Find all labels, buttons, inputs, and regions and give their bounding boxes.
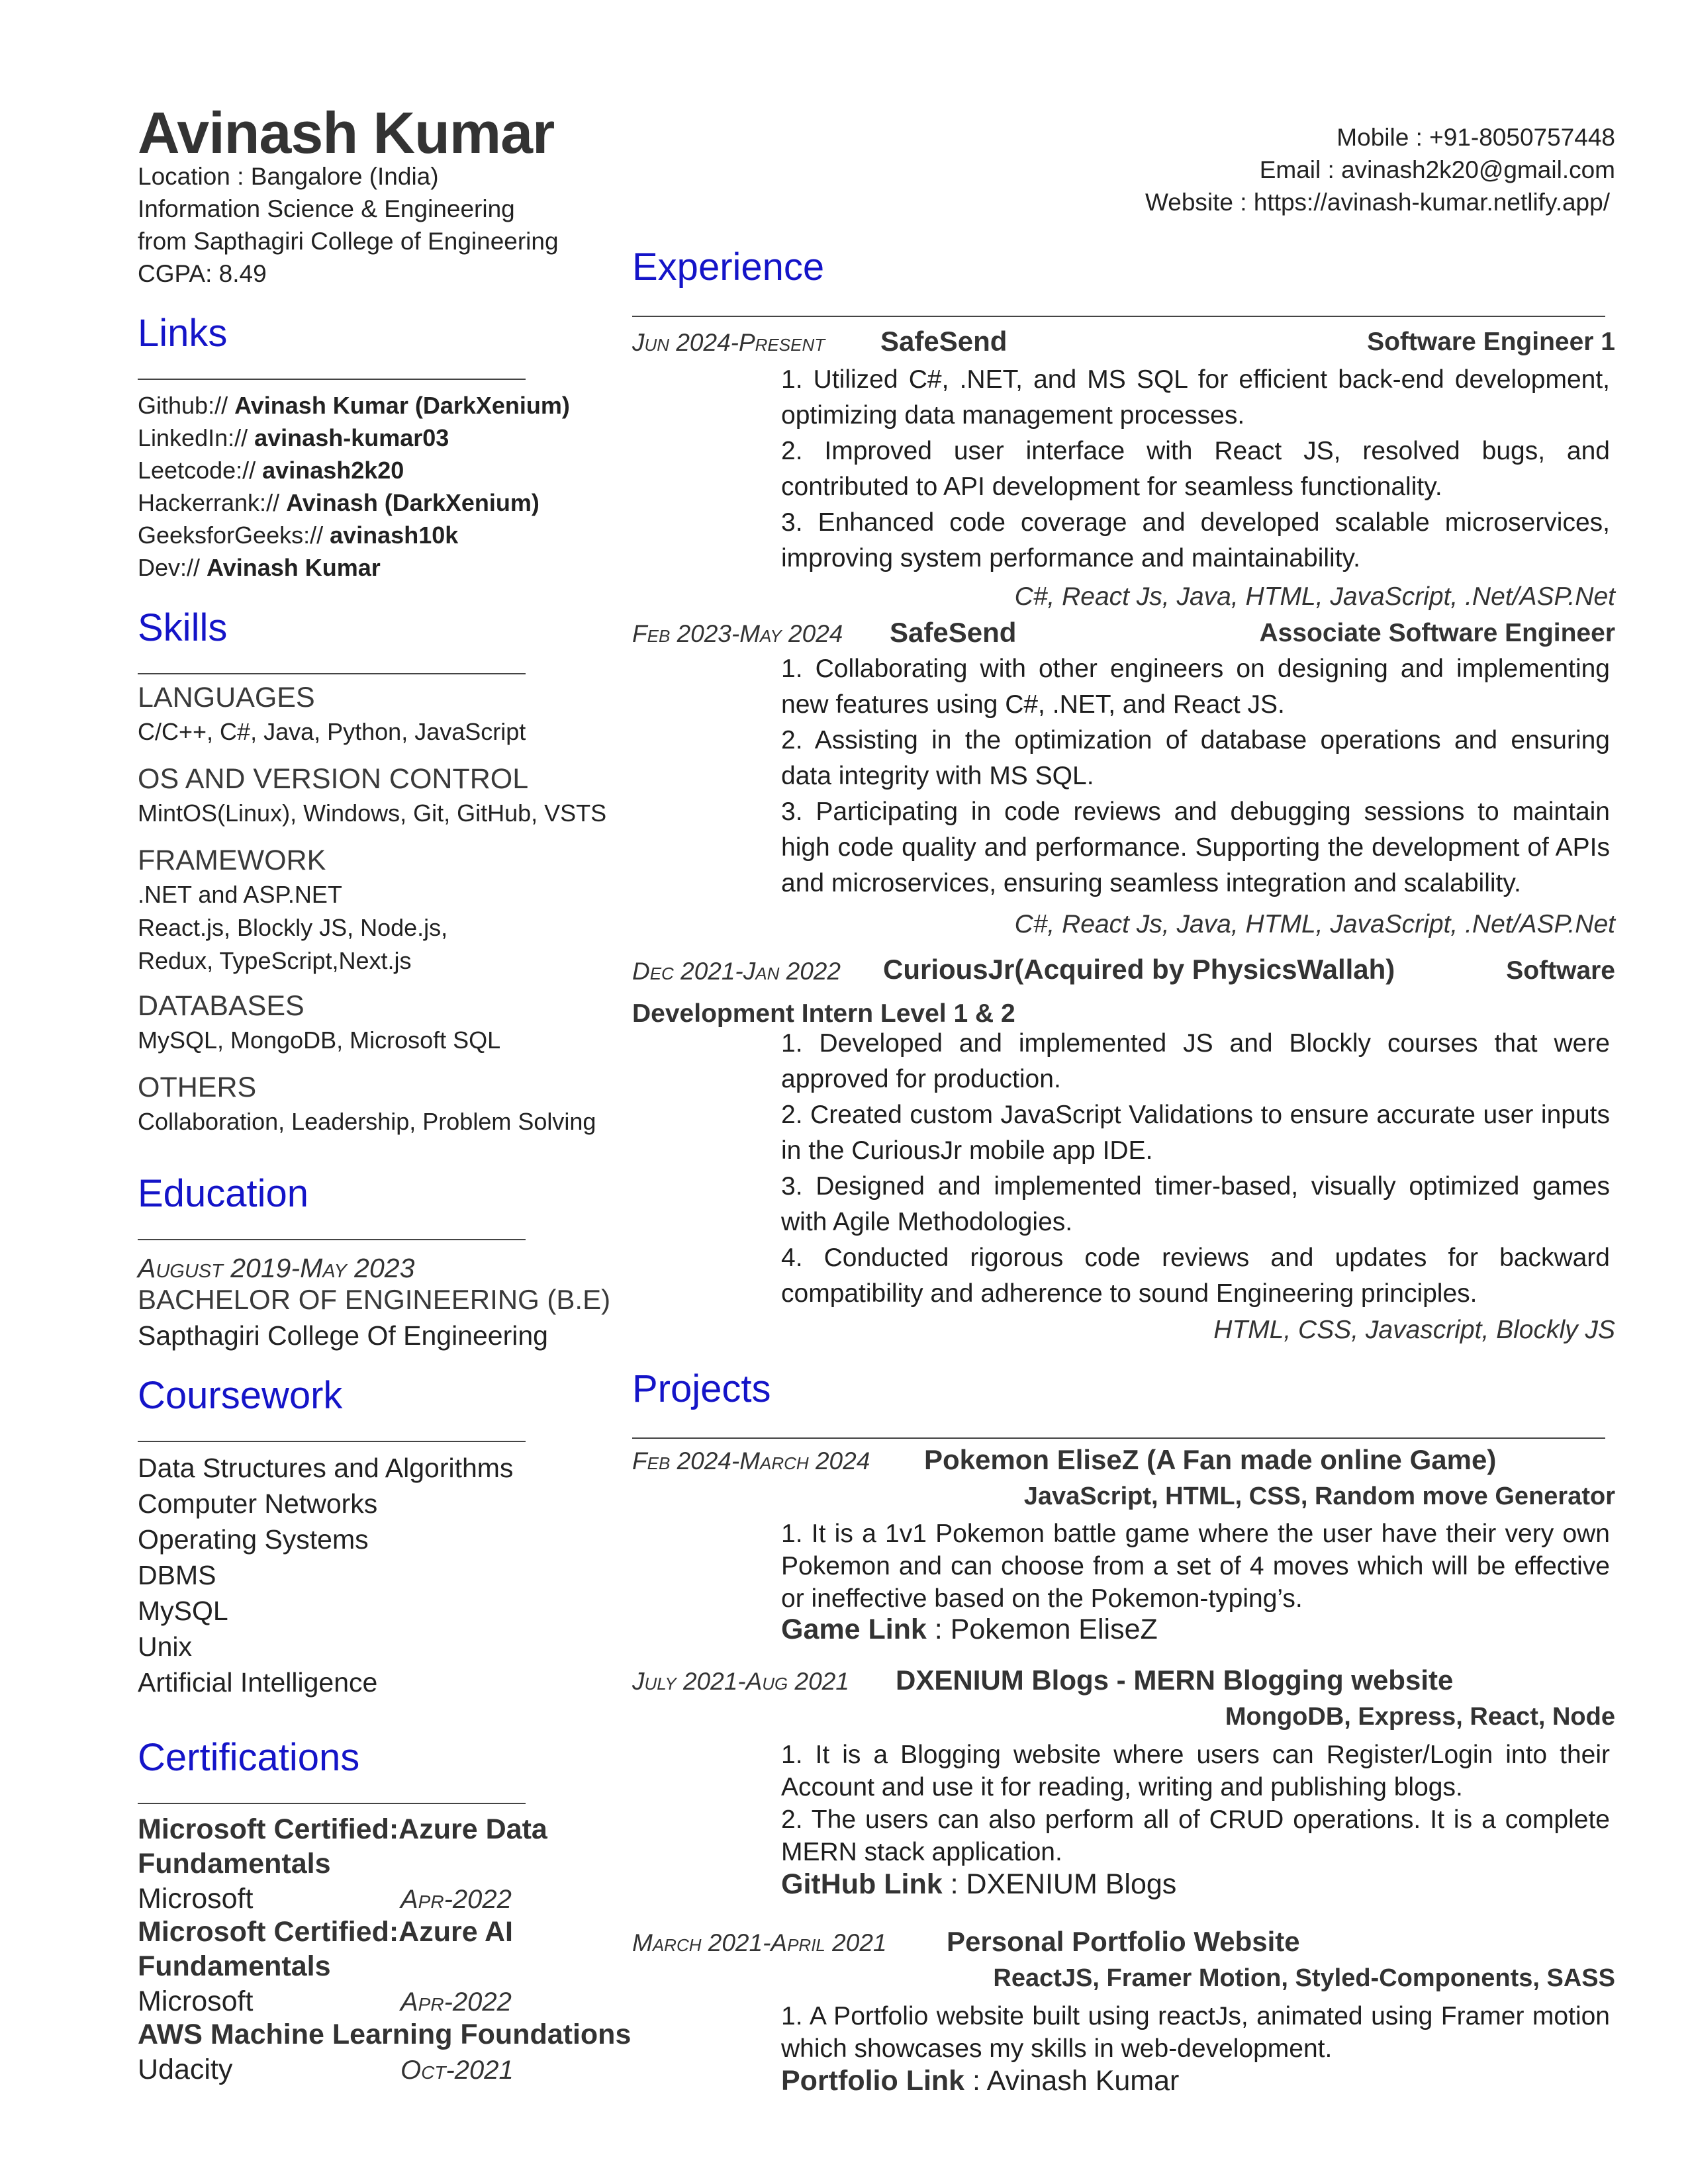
degree-line: Information Science & Engineering	[138, 195, 515, 222]
candidate-name: Avinash Kumar	[138, 100, 555, 165]
job-bullet: 1. Collaborating with other engineers on designing and implementing new features using C#, .NET, and React JS.	[781, 655, 1610, 719]
project-tech: ReactJS, Framer Motion, Styled-Components, SASS	[993, 1964, 1615, 1992]
education-school: Sapthagiri College Of Engineering	[138, 1320, 548, 1351]
skill-category: DATABASES	[138, 990, 305, 1022]
cert-date: Apr-2022	[400, 1885, 512, 1914]
skill-line: C/C++, C#, Java, Python, JavaScript	[138, 718, 526, 745]
certifications-rule	[138, 1803, 526, 1804]
links-rule	[138, 379, 526, 380]
cert-issuer: Udacity	[138, 2054, 233, 2085]
skill-line: Collaboration, Leadership, Problem Solving	[138, 1108, 596, 1135]
education-degree: BACHELOR OF ENGINEERING (B.E)	[138, 1284, 611, 1315]
project-bullet: 1. It is a 1v1 Pokemon battle game where the user have their very own Pokemon and can choose from a set of 4 moves which will be effective or ineffective based on the Pokemon-typing’s.	[781, 1520, 1610, 1613]
job-bullet: 3. Participating in code reviews and debugging sessions to maintain high code quality and performance. Supporting the development of APIs and microservices, ensuring seamless integration and scalability.	[781, 797, 1610, 897]
links-heading: Links	[138, 312, 228, 355]
experience-heading: Experience	[632, 246, 825, 289]
projects-rule	[632, 1437, 1605, 1439]
job-role: Software	[1506, 956, 1615, 985]
cert-name: Microsoft Certified:Azure Data	[138, 1813, 547, 1845]
project-name: Pokemon EliseZ (A Fan made online Game)	[924, 1444, 1497, 1475]
skill-category: LANGUAGES	[138, 682, 315, 713]
link-dev[interactable]: Dev:// Avinash Kumar	[138, 554, 381, 581]
project-name: Personal Portfolio Website	[947, 1926, 1300, 1957]
project-tech: JavaScript, HTML, CSS, Random move Generator	[1023, 1482, 1615, 1510]
skills-heading: Skills	[138, 606, 228, 649]
course-item: Operating Systems	[138, 1524, 369, 1555]
course-item: Unix	[138, 1631, 193, 1662]
project-bullet: 1. A Portfolio website built using reactJs, animated using Framer motion which showcases my skills in web-development.	[781, 2002, 1610, 2063]
cert-date: Oct-2021	[400, 2056, 514, 2085]
cert-issuer: Microsoft	[138, 1985, 254, 2017]
skills-rule	[138, 673, 526, 674]
project-bullet: 2. The users can also perform all of CRUD operations. It is a complete MERN stack application.	[781, 1805, 1610, 1866]
project-link[interactable]: Portfolio Link : Avinash Kumar	[781, 2065, 1180, 2097]
job-role: Associate Software Engineer	[1259, 619, 1615, 647]
job-bullet: 4. Conducted rigorous code reviews and updates for backward compatibility and adherence to sound Engineering principles.	[781, 1244, 1610, 1308]
skill-category: OTHERS	[138, 1071, 257, 1103]
skill-line: MintOS(Linux), Windows, Git, GitHub, VSTS	[138, 799, 607, 827]
link-github[interactable]: Github:// Avinash Kumar (DarkXenium)	[138, 392, 570, 419]
link-linkedin[interactable]: LinkedIn:// avinash-kumar03	[138, 424, 449, 451]
job-role: Software Engineer 1	[1367, 328, 1615, 356]
course-item: MySQL	[138, 1596, 228, 1626]
job-bullet: 2. Assisting in the optimization of database operations and ensuring data integrity with MS SQL.	[781, 726, 1610, 790]
project-dates: March 2021-April 2021	[632, 1929, 887, 1956]
projects-heading: Projects	[632, 1367, 771, 1410]
mobile: Mobile : +91-8050757448	[1336, 124, 1615, 151]
coursework-rule	[138, 1441, 526, 1442]
education-heading: Education	[138, 1172, 308, 1215]
skill-line: React.js, Blockly JS, Node.js,	[138, 914, 448, 941]
website[interactable]: Website : https://avinash-kumar.netlify.app/	[1145, 189, 1610, 216]
project-dates: July 2021-Aug 2021	[632, 1668, 849, 1695]
job-role-cont: Development Intern Level 1 & 2	[632, 999, 1015, 1028]
cert-name-cont: Fundamentals	[138, 1950, 331, 1982]
experience-rule	[632, 316, 1605, 317]
location: Location : Bangalore (India)	[138, 163, 439, 190]
cert-name: Microsoft Certified:Azure AI	[138, 1916, 513, 1948]
project-name: DXENIUM Blogs - MERN Blogging website	[896, 1664, 1454, 1696]
job-dates: Dec 2021-Jan 2022	[632, 958, 841, 985]
project-dates: Feb 2024-March 2024	[632, 1447, 870, 1475]
job-bullet: 3. Enhanced code coverage and developed scalable microservices, improving system performance and maintainability.	[781, 508, 1610, 572]
skill-line: MySQL, MongoDB, Microsoft SQL	[138, 1026, 501, 1054]
job-bullet: 2. Improved user interface with React JS, resolved bugs, and contributed to API development for seamless functionality.	[781, 437, 1610, 501]
job-bullet: 1. Developed and implemented JS and Blockly courses that were approved for production.	[781, 1029, 1610, 1093]
cert-issuer: Microsoft	[138, 1883, 254, 1915]
course-item: DBMS	[138, 1560, 216, 1590]
job-tech: HTML, CSS, Javascript, Blockly JS	[1213, 1316, 1615, 1344]
college-line: from Sapthagiri College of Engineering	[138, 228, 559, 255]
cert-name-cont: Fundamentals	[138, 1848, 331, 1880]
education-dates: August 2019-May 2023	[138, 1253, 415, 1283]
job-bullet: 3. Designed and implemented timer-based, visually optimized games with Agile Methodologies.	[781, 1172, 1610, 1236]
job-tech: C#, React Js, Java, HTML, JavaScript, .Net/ASP.Net	[1014, 582, 1615, 611]
cert-name: AWS Machine Learning Foundations	[138, 2019, 632, 2050]
skill-category: FRAMEWORK	[138, 844, 326, 876]
skill-line: .NET and ASP.NET	[138, 881, 342, 908]
skill-category: OS AND VERSION CONTROL	[138, 763, 529, 795]
education-rule	[138, 1239, 526, 1240]
cert-date: Apr-2022	[400, 1987, 512, 2017]
job-tech: C#, React Js, Java, HTML, JavaScript, .Net/ASP.Net	[1014, 910, 1615, 938]
project-bullet: 1. It is a Blogging website where users can Register/Login into their Account and use it for reading, writing and publishing blogs.	[781, 1741, 1610, 1801]
project-link[interactable]: Game Link : Pokemon EliseZ	[781, 1614, 1158, 1645]
link-hackerrank[interactable]: Hackerrank:// Avinash (DarkXenium)	[138, 489, 539, 516]
job-company: CuriousJr(Acquired by PhysicsWallah)	[883, 954, 1395, 985]
coursework-heading: Coursework	[138, 1374, 343, 1417]
job-dates: Jun 2024-Present	[632, 329, 825, 356]
job-bullet: 2. Created custom JavaScript Validations to ensure accurate user inputs in the CuriousJr mobile app IDE.	[781, 1101, 1610, 1165]
certifications-heading: Certifications	[138, 1736, 360, 1779]
project-tech: MongoDB, Express, React, Node	[1225, 1703, 1615, 1731]
course-item: Data Structures and Algorithms	[138, 1453, 514, 1483]
course-item: Computer Networks	[138, 1488, 378, 1519]
job-company: SafeSend	[890, 617, 1017, 648]
skill-line: Redux, TypeScript,Next.js	[138, 947, 412, 974]
link-geeksforgeeks[interactable]: GeeksforGeeks:// avinash10k	[138, 522, 459, 549]
job-bullet: 1. Utilized C#, .NET, and MS SQL for efficient back-end development, optimizing data management processes.	[781, 365, 1610, 430]
job-company: SafeSend	[880, 326, 1008, 357]
course-item: Artificial Intelligence	[138, 1667, 378, 1698]
email[interactable]: Email : avinash2k20@gmail.com	[1259, 156, 1615, 183]
job-dates: Feb 2023-May 2024	[632, 620, 843, 647]
cgpa: CGPA: 8.49	[138, 260, 267, 287]
link-leetcode[interactable]: Leetcode:// avinash2k20	[138, 457, 404, 484]
project-link[interactable]: GitHub Link : DXENIUM Blogs	[781, 1868, 1177, 1900]
